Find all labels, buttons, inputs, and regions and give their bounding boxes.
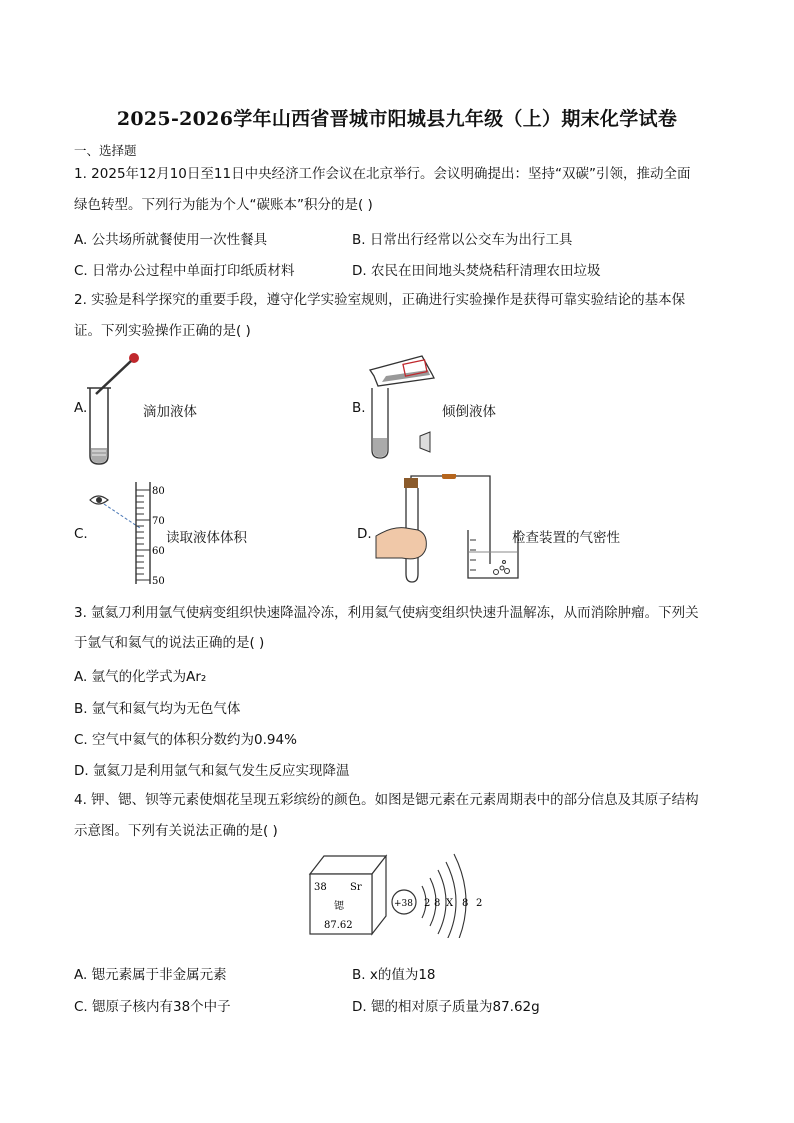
q1-option-d[interactable]: D. 农民在田间地头焚烧秸秆清理农田垃圾 xyxy=(352,263,601,279)
q3-option-d[interactable]: D. 氩氦刀是利用氩气和氦气发生反应实现降温 xyxy=(74,763,350,779)
section-heading: 一、选择题 xyxy=(74,143,137,158)
strontium-info-figure xyxy=(306,846,496,938)
q2-option-a-label: 滴加液体 xyxy=(143,404,197,420)
pouring-liquid-figure xyxy=(364,348,444,468)
q1-option-c[interactable]: C. 日常办公过程中单面打印纸质材料 xyxy=(74,263,295,279)
airtightness-check-figure xyxy=(372,474,522,586)
element-name: 锶 xyxy=(334,901,344,912)
page-title: 2025-2026学年山西省晋城市阳城县九年级（上）期末化学试卷 xyxy=(116,108,678,130)
q4-option-d[interactable]: D. 锶的相对原子质量为87.62g xyxy=(352,999,540,1015)
element-number: 38 xyxy=(314,882,327,893)
q2-option-d-letter[interactable]: D. xyxy=(357,526,372,542)
q3-option-a[interactable]: A. 氩气的化学式为Ar₂ xyxy=(74,669,207,685)
dropper-test-tube-figure xyxy=(84,348,146,468)
element-mass: 87.62 xyxy=(324,920,353,931)
scale-label-50: 50 xyxy=(152,576,165,587)
q4-option-a[interactable]: A. 锶元素属于非金属元素 xyxy=(74,967,227,983)
shell-4: 8 xyxy=(462,898,469,909)
scale-label-80: 80 xyxy=(152,486,165,497)
q2-option-c-label: 读取液体体积 xyxy=(166,530,247,546)
q2-option-d-label: 检查装置的气密性 xyxy=(512,530,620,546)
graduated-cylinder-figure xyxy=(86,476,170,590)
q3-option-b[interactable]: B. 氩气和氦气均为无色气体 xyxy=(74,701,241,717)
q4-stem-line1: 4. 钾、锶、钡等元素使烟花呈现五彩缤纷的颜色。如图是锶元素在元素周期表中的部分信息及其原子结构 xyxy=(74,792,699,808)
element-symbol: Sr xyxy=(350,882,362,893)
shell-1: 2 xyxy=(424,898,431,909)
q4-option-c[interactable]: C. 锶原子核内有38个中子 xyxy=(74,999,231,1015)
shell-5: 2 xyxy=(476,898,483,909)
q2-option-b-label: 倾倒液体 xyxy=(442,404,496,420)
q2-option-b-letter[interactable]: B. xyxy=(352,400,366,416)
q1-option-b[interactable]: B. 日常出行经常以公交车为出行工具 xyxy=(352,232,573,248)
q2-stem-line2: 证。下列实验操作正确的是( ) xyxy=(74,323,251,339)
q3-stem-line1: 3. 氩氦刀利用氩气使病变组织快速降温冷冻，利用氦气使病变组织快速升温解冻，从而消除肿瘤。下列关 xyxy=(74,605,699,621)
q4-stem-line2: 示意图。下列有关说法正确的是( ) xyxy=(74,823,278,839)
q1-option-a[interactable]: A. 公共场所就餐使用一次性餐具 xyxy=(74,232,268,248)
q3-stem-line2: 于氩气和氦气的说法正确的是( ) xyxy=(74,635,265,651)
q1-stem-line1: 1. 2025年12月10日至11日中央经济工作会议在北京举行。会议明确提出：坚持“双碳”引领，推动全面 xyxy=(74,166,691,182)
q3-option-c[interactable]: C. 空气中氦气的体积分数约为0.94% xyxy=(74,732,297,748)
q2-option-a-letter[interactable]: A. xyxy=(74,400,88,416)
q2-option-c-letter[interactable]: C. xyxy=(74,526,88,542)
q2-stem-line1: 2. 实验是科学探究的重要手段，遵守化学实验室规则，正确进行实验操作是获得可靠实验结论的基本保 xyxy=(74,292,686,308)
shell-2: 8 xyxy=(434,898,441,909)
nucleus-charge: +38 xyxy=(394,899,413,909)
shell-3: X xyxy=(446,898,454,909)
q4-option-b[interactable]: B. x的值为18 xyxy=(352,967,436,983)
scale-label-60: 60 xyxy=(152,546,165,557)
q1-stem-line2: 绿色转型。下列行为能为个人“碳账本”积分的是( ) xyxy=(74,197,373,213)
scale-label-70: 70 xyxy=(152,516,165,527)
